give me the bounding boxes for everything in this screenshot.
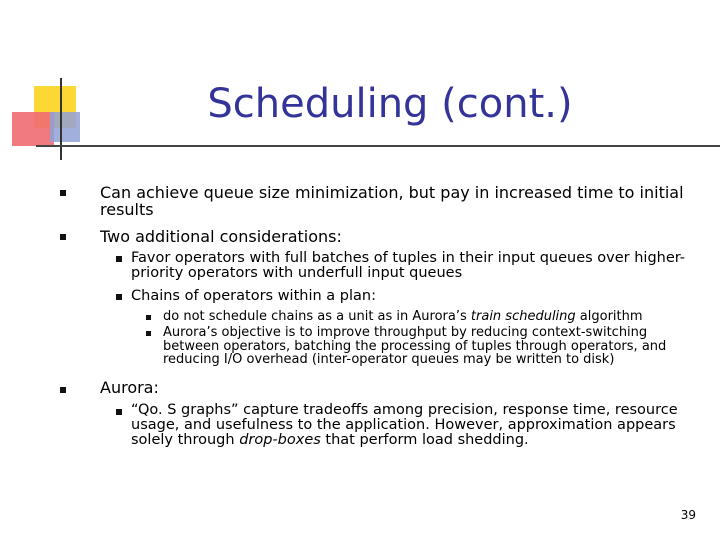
bullet-considerations: Two additional considerations: (100, 227, 342, 246)
bullet-chains: Chains of operators within a plan: (131, 288, 376, 304)
bullet-marker (60, 190, 66, 196)
bullet-marker (116, 409, 122, 415)
bullet-marker (60, 387, 66, 393)
bullet-marker (116, 256, 122, 262)
bullet-queue-size: Can achieve queue size minimization, but pay in increased time to initial results (100, 183, 684, 219)
bullet-marker (116, 294, 122, 300)
bullet-marker (60, 234, 66, 240)
page-number: 39 (680, 508, 696, 522)
bullet-favor-operators: Favor operators with full batches of tuples in their input queues over higher-priority operators with underfull input queues (131, 250, 686, 282)
decor-vertical-line (60, 78, 62, 160)
bullet-marker (146, 315, 151, 320)
bullet-aurora-objective: Aurora’s objective is to improve throughput by reducing context-switching between operators, batching the processing of tuples through operators, and reducing I/O overhead (inter-operator queues may be written to disk) (163, 325, 667, 368)
bullet-aurora: Aurora: (100, 378, 159, 397)
slide-title: Scheduling (cont.) (207, 81, 573, 127)
bullet-qos-graphs: “Qo. S graphs” capture tradeoffs among precision, response time, resource usage, and usefulness to the application. However, approximation appears solely through drop-boxes that perform load shedding. (131, 402, 678, 449)
title-divider-line (36, 145, 720, 147)
bullet-train-scheduling: do not schedule chains as a unit as in Aurora’s train scheduling algorithm (163, 309, 643, 324)
bullet-marker (146, 331, 151, 336)
decor-red-rectangle (12, 112, 54, 146)
decor-blue-square (50, 112, 80, 142)
